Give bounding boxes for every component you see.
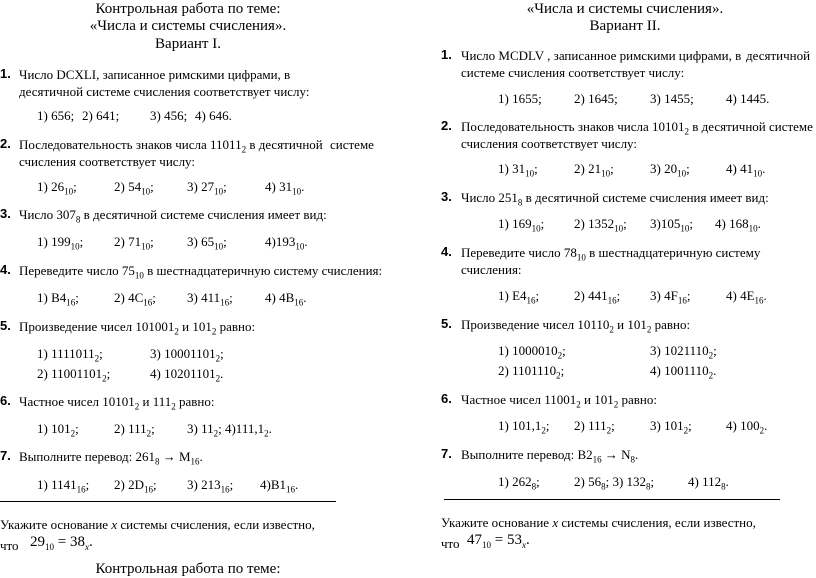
note-text: Укажите основание x системы счисления, если известно,: [0, 517, 315, 532]
question-text: десятичной: [746, 48, 811, 63]
answer-option: 1) $199_{10}$;: [37, 234, 84, 252]
answer-option: 4) $10201101_2$.: [150, 366, 224, 384]
answer-option: 3) $411_{16}$;: [187, 290, 233, 308]
answer-option: 3) $4F_{16}$;: [650, 288, 691, 306]
question-number: 1.: [0, 66, 11, 81]
answer-option: 3) $1021110_2$;: [650, 343, 717, 361]
question-number: 1.: [441, 47, 452, 62]
left-bottom-title: Контрольная работа по теме:: [95, 561, 281, 577]
answer-option: 2) $71_{10}$;: [114, 234, 154, 252]
answer-option: 3) $101_2$;: [650, 418, 692, 436]
question-number: 5.: [441, 316, 452, 331]
left-title-line-2: «Числа и системы счисления».: [89, 18, 287, 34]
question-number: 7.: [0, 448, 11, 463]
answer-option: 1) $1000010_2$;: [498, 343, 566, 361]
answer-option: 4) $4B_{16}$.: [265, 290, 307, 308]
answer-option: 4) 1445.: [726, 91, 770, 106]
answer-option: $4)B1_{16}$.: [260, 477, 299, 495]
note-text: что: [0, 538, 19, 553]
answer-option: 4) $4E_{16}$.: [726, 288, 767, 306]
note-text: Укажите основание x системы счисления, если известно,: [441, 515, 756, 530]
answer-option: 2) 1645;: [574, 91, 618, 106]
answer-option: 4) $31_{10}$.: [265, 179, 305, 197]
answer-option: 4) $41_{10}$.: [726, 161, 766, 179]
question-text: Число $251_8$ в десятичной системе счисления имеет вид:: [461, 190, 769, 208]
question-number: 5.: [0, 318, 11, 333]
answer-option: 2) $441_{16}$;: [574, 288, 621, 306]
question-text: системе счисления соответствует числу:: [461, 65, 685, 80]
answer-option: 1) $26_{10}$;: [37, 179, 77, 197]
answer-option: $3)105_{10}$;: [650, 216, 693, 234]
question-number: 3.: [441, 189, 452, 204]
answer-option: 4) $112_8$.: [688, 474, 729, 492]
equation: $47_{10} = 53_x$.: [467, 532, 530, 550]
question-number: 7.: [441, 446, 452, 461]
answer-option: 3) $65_{10}$;: [187, 234, 227, 252]
question-number: 2.: [441, 118, 452, 133]
divider-line: [444, 499, 780, 500]
question-text: Частное чисел $10101_2$ и $111_2$ равно:: [19, 394, 215, 412]
answer-option: 2) $1101110_2$;: [498, 363, 565, 381]
answer-option: 2) $4C_{16}$;: [114, 290, 156, 308]
answer-option: 1) $101_2$;: [37, 421, 79, 439]
question-text: десятичной системе счисления соответствует числу:: [19, 84, 310, 99]
question-text: счисления:: [461, 262, 522, 277]
question-text: Выполните перевод: $261_8 \to M_{16}$.: [19, 449, 203, 467]
question-number: 6.: [0, 393, 11, 408]
answer-option: 1) $262_8$;: [498, 474, 540, 492]
question-text: Число DCXLI, записанное римскими цифрами, в: [19, 67, 291, 82]
answer-option: 3) $10001101_2$;: [150, 346, 224, 364]
answer-option: 1) $1111011_2$;: [37, 346, 103, 364]
answer-option: 1) $101,1_2$;: [498, 418, 550, 436]
right-title-line-1: «Числа и системы счисления».: [526, 1, 724, 17]
answer-option: 2) $11001101_2$;: [37, 366, 111, 384]
answer-option: 1) $1141_{16}$;: [37, 477, 90, 495]
answer-option: 2) $2D_{16}$;: [114, 477, 157, 495]
question-number: 3.: [0, 206, 11, 221]
left-title-line-3: Вариант I.: [155, 36, 221, 52]
answer-option: 2) $1352_{10}$;: [574, 216, 627, 234]
question-text: Последовательность знаков числа $10101_2$ в десятичной системе: [461, 119, 813, 137]
question-number: 4.: [441, 244, 452, 259]
answer-option: 1) $B4_{16}$;: [37, 290, 79, 308]
question-text: счисления соответствует числу:: [461, 136, 637, 151]
question-text: Произведение чисел $101001_2$ и $101_2$ равно:: [19, 319, 256, 337]
answer-option: 3) $20_{10}$;: [650, 161, 690, 179]
answer-option: 2) $21_{10}$;: [574, 161, 614, 179]
answer-option: 1) $31_{10}$;: [498, 161, 538, 179]
answer-option: 3) 456;: [150, 108, 188, 123]
answer-option: 4) 646.: [195, 108, 232, 123]
answer-option: 4) $168_{10}$.: [715, 216, 761, 234]
question-text: Число $307_8$ в десятичной системе счисления имеет вид:: [19, 207, 327, 225]
answer-option: 2) $54_{10}$;: [114, 179, 154, 197]
answer-option: 3) $11_2$; $4)111,1_2$.: [187, 421, 272, 439]
answer-option: 3) $27_{10}$;: [187, 179, 227, 197]
answer-option: 2) 641;: [82, 108, 120, 123]
answer-option: 2) $111_2$;: [114, 421, 155, 439]
question-number: 2.: [0, 136, 11, 151]
question-text: системе: [330, 137, 374, 152]
answer-option: 3) $213_{16}$;: [187, 477, 234, 495]
question-number: 6.: [441, 391, 452, 406]
answer-option: 1) $E4_{16}$;: [498, 288, 540, 306]
answer-option: 1) 656;: [37, 108, 75, 123]
answer-option: $4)193_{10}$.: [265, 234, 308, 252]
right-title-line-2: Вариант II.: [589, 18, 661, 34]
answer-option: 4) $1001110_2$.: [650, 363, 717, 381]
question-number: 4.: [0, 262, 11, 277]
answer-option: 2) $56_8$; 3) $132_8$;: [574, 474, 655, 492]
question-text: Переведите число $78_{10}$ в шестнадцатеричную систему: [461, 245, 761, 263]
question-text: Выполните перевод: $B2_{16} \to N_8$.: [461, 447, 639, 465]
answer-option: 4) $100_2$.: [726, 418, 768, 436]
answer-option: 2) $111_2$;: [574, 418, 615, 436]
question-text: Произведение чисел $10110_2$ и $101_2$ равно:: [461, 317, 691, 335]
note-text: что: [441, 536, 460, 551]
answer-option: 1) $169_{10}$;: [498, 216, 545, 234]
answer-option: 3) 1455;: [650, 91, 694, 106]
question-text: Переведите число $75_{10}$ в шестнадцатеричную систему счисления:: [19, 263, 383, 281]
question-text: счисления соответствует числу:: [19, 154, 195, 169]
question-text: Последовательность знаков числа $11011_2$ в десятичной: [19, 137, 323, 155]
left-title-line-1: Контрольная работа по теме:: [95, 1, 281, 17]
equation: $29_{10} = 38_x$.: [30, 534, 93, 552]
answer-option: 1) 1655;: [498, 91, 542, 106]
divider-line: [0, 501, 336, 502]
question-text: Число MCDLV , записанное римскими цифрами, в: [461, 48, 742, 63]
question-text: Частное чисел $11001_2$ и $101_2$ равно:: [461, 392, 657, 410]
